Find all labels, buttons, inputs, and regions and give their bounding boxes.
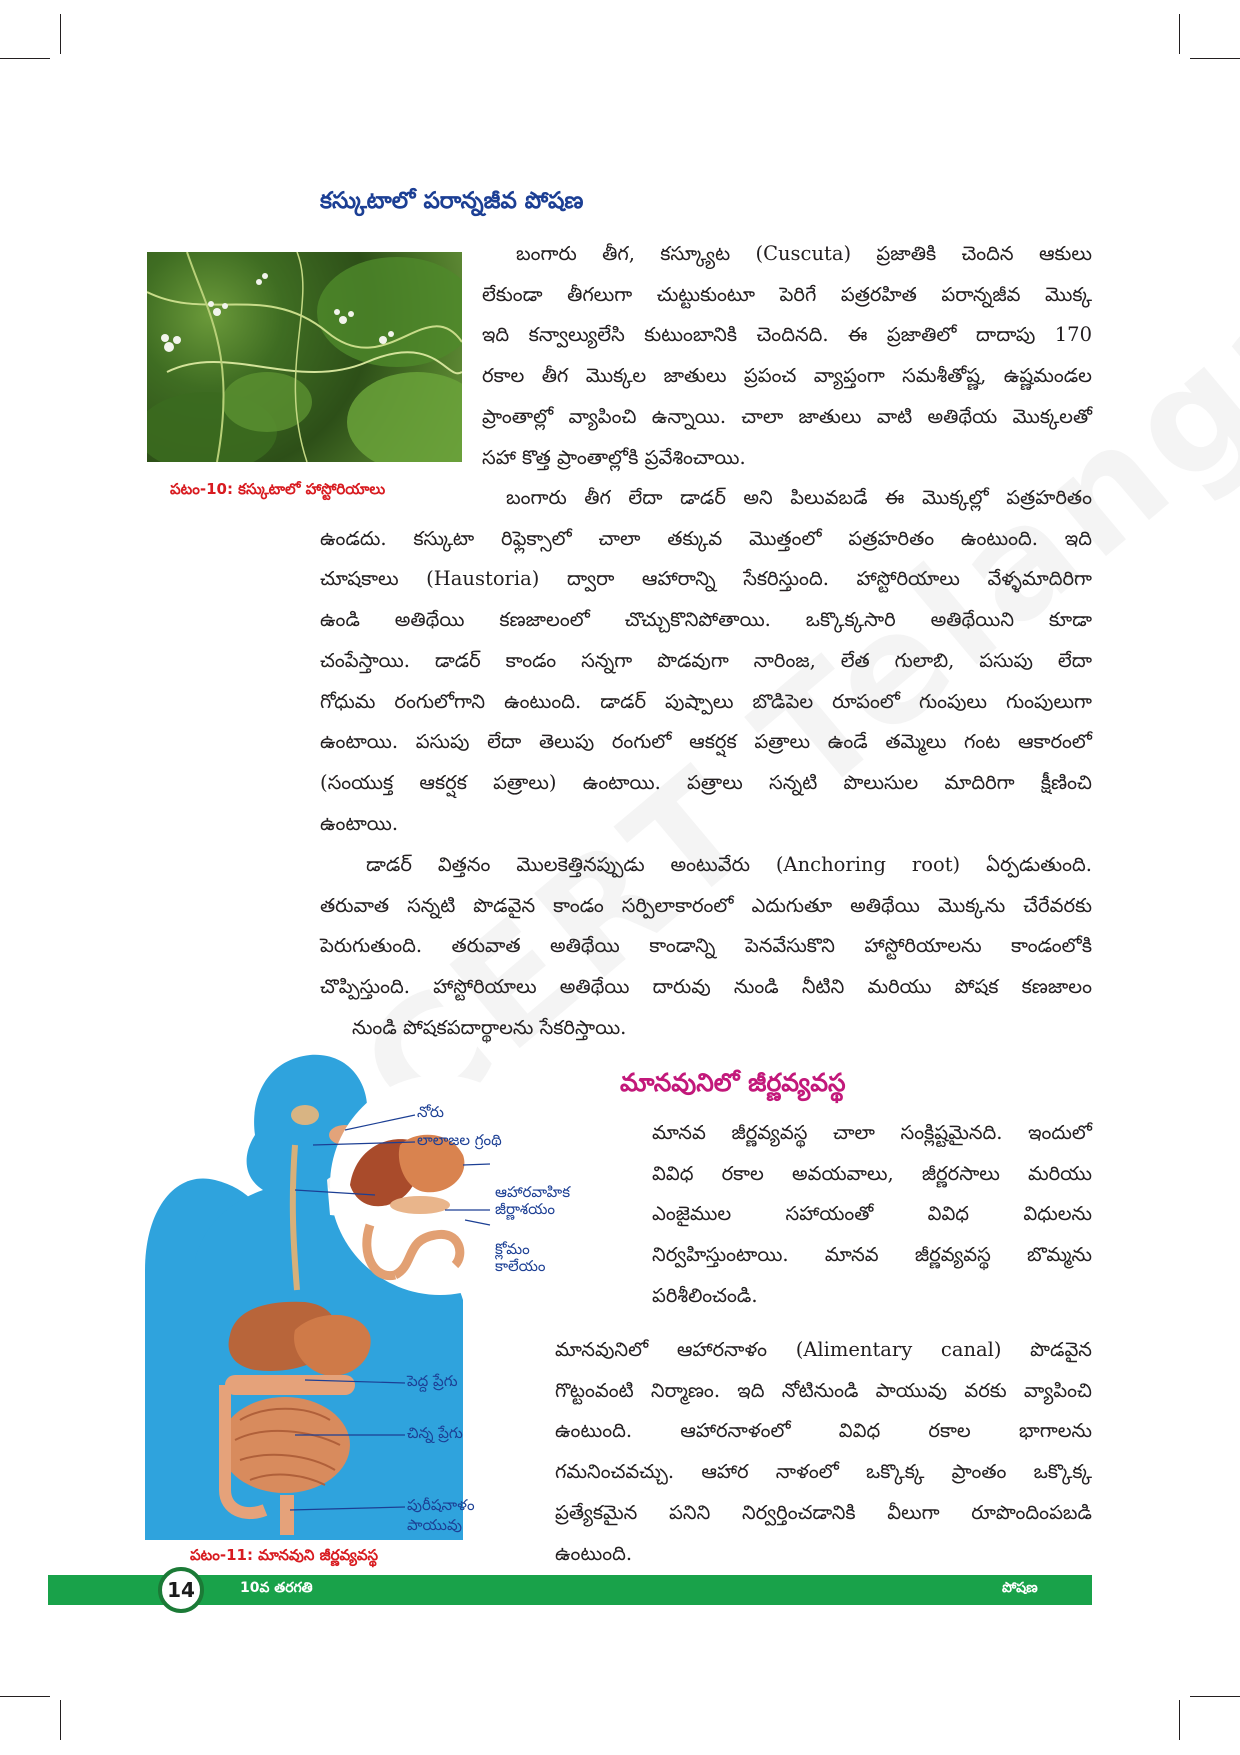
text-line: తరువాత సన్నటి పొడవైన కాండం సర్పిలాకారంలో ఎదుగుతూ అతిథేయి మొక్కను చేరేవరకు — [320, 893, 1092, 917]
text-line: ఉంటాయి. — [320, 811, 399, 835]
label-anus: పాయువు — [407, 1516, 462, 1534]
text-line: ఉండదు. కస్కుటా రిఫ్లెక్సాలో చాలా తక్కువ మొత్తంలో పత్రహరితం ఉంటుంది. ఇది — [320, 526, 1092, 550]
text-line: మానవునిలో ఆహారనాళం (Alimentary canal) పొడవైన — [555, 1338, 1092, 1361]
digestive-system-diagram — [145, 1040, 571, 1540]
paragraph-digestion-intro — [652, 1113, 1092, 1317]
paragraph-dodder — [320, 478, 1092, 844]
text-line: రకాల తీగ మొక్కల జాతులు ప్రపంచ వ్యాప్తంగా సమశీతోష్ణ, ఉష్ణమండల — [482, 364, 1092, 388]
label-rectum: పురీషనాళం — [407, 1496, 475, 1514]
text-line: ఎంజైముల సహాయంతో వివిధ విధులను — [652, 1202, 1092, 1226]
text-line: సహా కొత్త ప్రాంతాల్లోకి ప్రవేశించాయి. — [482, 445, 746, 469]
text-line: ప్రాంతాల్లో వ్యాపించి ఉన్నాయి. చాలా జాతులు వాటి అతిథేయ మొక్కలతో — [482, 404, 1092, 428]
text-line: నుండి పోషకపదార్థాలను సేకరిస్తాయి. — [352, 1015, 627, 1039]
footer-class-label: 10వ తరగతి — [240, 1580, 313, 1596]
text-line: గోధుమ రంగులోగాని ఉంటుంది. డాడర్ పుష్పాలు బొడిపెల రూపంలో గుంపులు గుంపులుగా — [320, 689, 1092, 713]
crop-mark — [0, 1696, 50, 1697]
crop-mark — [0, 58, 50, 59]
text-line: ఉంటుంది. ఆహారనాళంలో వివిధ రకాల భాగాలను — [555, 1419, 1092, 1443]
crop-mark — [1190, 58, 1240, 59]
text-line: ఉండి అతిథేయి కణజాలంలో చొచ్చుకొనిపోతాయి. ఒక్కొక్కసారి అతిథేయిని కూడా — [320, 608, 1092, 632]
text-line: పెరుగుతుంది. తరువాత అతిథేయి కాండాన్ని పెనవేసుకొని హాస్టోరియాలను కాండంలోకి — [320, 934, 1092, 958]
digestive-system-illustration — [145, 1040, 565, 1540]
crop-mark — [60, 1700, 61, 1740]
crop-mark — [1179, 1700, 1180, 1740]
label-mouth: నోరు — [417, 1103, 444, 1121]
text-line: వివిధ రకాల అవయవాలు, జీర్ణరసాలు మరియు — [652, 1161, 1092, 1185]
text-line: చంపేస్తాయి. డాడర్ కాండం సన్నగా పొడవుగా నారింజ, లేత గులాబి, పసుపు లేదా — [320, 648, 1092, 672]
label-salivary-gland: లాలాజల గ్రంథి — [417, 1131, 502, 1149]
label-stomach: జీర్ణాశయం — [495, 1200, 556, 1218]
footer-chapter-label: పోషణ — [1002, 1580, 1038, 1596]
text-line: (సంయుక్త ఆకర్షక పత్రాలు) ఉంటాయి. పత్రాలు సన్నటి పొలుసుల మాదిరిగా క్షీణించి — [320, 770, 1092, 794]
text-line: చూషకాలు (Haustoria) ద్వారా ఆహారాన్ని సేకరిస్తుంది. హాస్టోరియాలు వేళ్ళమాదిరిగా — [320, 567, 1092, 591]
crop-mark — [60, 14, 61, 54]
text-line: పరిశీలించండి. — [652, 1283, 758, 1307]
text-line: ప్రత్యేకమైన పనిని నిర్వర్తించడానికి వీలుగా రూపొందింపబడి — [555, 1500, 1092, 1524]
paragraph-alimentary-canal — [555, 1330, 1092, 1574]
crop-mark — [1190, 1696, 1240, 1697]
text-line: ఇది కన్వాల్యులేసి కుటుంబానికి చెందినది. ఈ ప్రజాతిలో దాదాపు 170 — [482, 323, 1092, 347]
label-liver: కాలేయం — [495, 1257, 546, 1275]
label-pancreas: క్లోమం — [495, 1240, 530, 1258]
text-line: మానవ జీర్ణవ్యవస్థ చాలా సంక్లిష్టమైనది. ఇందులో — [652, 1121, 1092, 1144]
text-line: గమనించవచ్చు. ఆహార నాళంలో ఒక్కొక్క ప్రాంతం ఒక్కొక్క — [555, 1460, 1092, 1484]
section-heading-digestion: మానవునిలో జీర్ణవ్యవస్థ — [620, 1068, 846, 1097]
paragraph-cuscuta-intro — [482, 234, 1092, 478]
text-line: గొట్టంవంటి నిర్మాణం. ఇది నోటినుండి పాయువు వరకు వ్యాపించి — [555, 1378, 1092, 1402]
text-line: బంగారు తీగ లేదా డాడర్ అని పిలువబడే ఈ మొక్కల్లో పత్రహరితం — [506, 486, 1092, 509]
text-line: చొప్పిస్తుంది. హాస్టోరియాలు అతిథేయి దారువు నుండి నీటిని మరియు పోషక కణజాలం — [320, 975, 1092, 999]
label-esophagus: ఆహారవాహిక — [495, 1183, 571, 1201]
paragraph-anchoring-root — [320, 845, 1092, 1049]
label-small-intestine: చిన్న ప్రేగు — [407, 1424, 463, 1442]
text-line: ఉంటుంది. — [555, 1541, 633, 1565]
text-line: నిర్వహిస్తుంటాయి. మానవ జీర్ణవ్యవస్థ బొమ్మను — [652, 1243, 1092, 1267]
text-line: డాడర్ విత్తనం మొలకెత్తినప్పుడు అంటువేరు (Anchoring root) ఏర్పడుతుంది. — [366, 853, 1092, 876]
text-line: లేకుండా తీగలుగా చుట్టుకుంటూ పెరిగే పత్రరహిత పరాన్నజీవ మొక్క — [482, 282, 1092, 306]
footer-bar — [48, 1575, 1092, 1605]
text-line: ఉంటాయి. పసుపు లేదా తెలుపు రంగులో ఆకర్షక పత్రాలు ఉండే తమ్మెలు గంట ఆకారంలో — [320, 730, 1092, 754]
label-large-intestine: పెద్ద ప్రేగు — [407, 1372, 458, 1390]
crop-mark — [1179, 14, 1180, 54]
cuscuta-photo — [147, 252, 462, 462]
text-line: బంగారు తీగ, కస్క్యూట (Cuscuta) ప్రజాతికి చెందిన ఆకులు — [516, 242, 1092, 265]
section-heading-cuscuta: కస్కుటాలో పరాన్నజీవ పోషణ — [320, 188, 584, 214]
figure-10-caption: పటం-10: కస్కుటాలో హాస్టోరియాలు — [170, 480, 386, 498]
page-number: 14 — [158, 1567, 204, 1613]
figure-11-caption: పటం-11: మానవుని జీర్ణవ్యవస్థ — [190, 1546, 379, 1564]
